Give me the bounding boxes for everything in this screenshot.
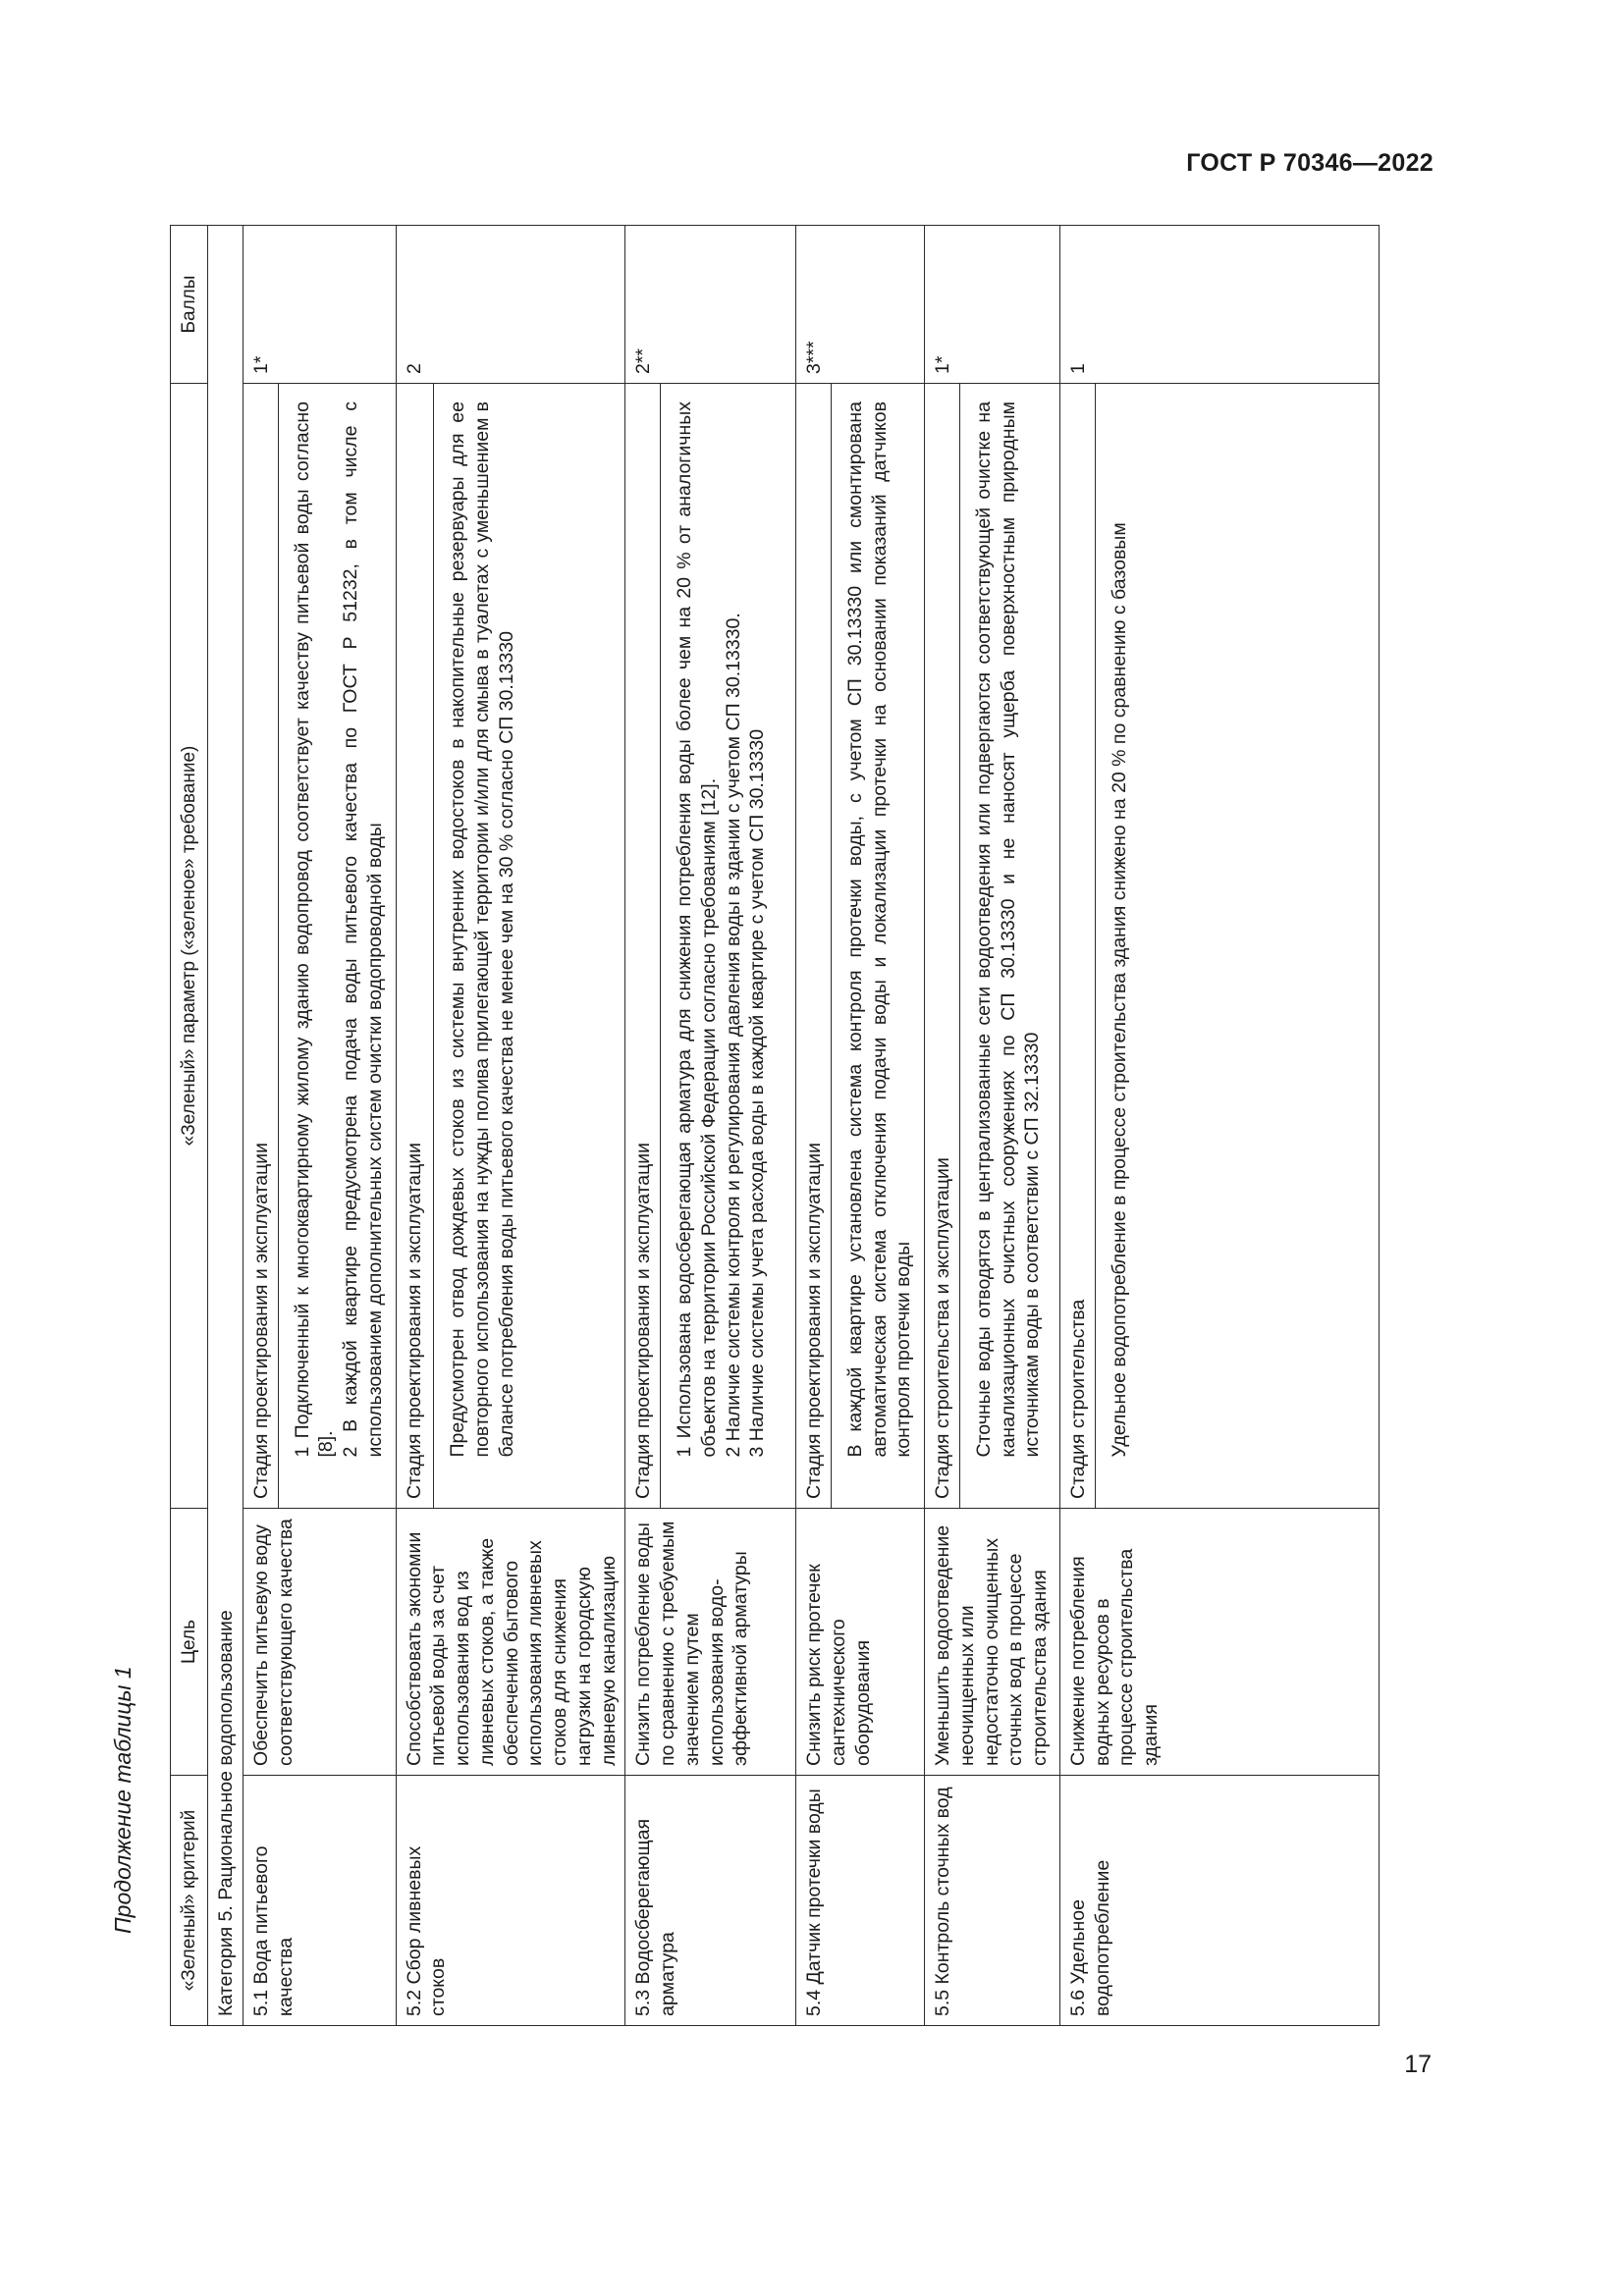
goal-cell: Уменьшить водоотведение неочищенных или недостаточно очищенных сточных вод в процессе строительства здания bbox=[925, 1509, 1060, 1776]
requirement-text: 1 Использована водосберегающая арматура для снижения потребления воды более чем на 20 % от аналогичных объектов на территории Российской Федерации согласно требованиям [12]. 2 Наличие системы контроля и регулирования давления воды в здании с учетом СП 30.13330. 3 Наличие системы учета расхода воды в каждой квартире с учетом СП 30.13330 bbox=[674, 401, 769, 1458]
table-row bbox=[925, 226, 960, 2026]
table-row bbox=[796, 226, 832, 2026]
indent-gap bbox=[1095, 1475, 1380, 1509]
points-cell: 1* bbox=[243, 226, 396, 384]
table-row bbox=[243, 226, 278, 2026]
table-row bbox=[1059, 226, 1095, 2026]
indent-gap bbox=[831, 1475, 924, 1509]
points-cell: 1* bbox=[925, 226, 1060, 384]
stage-cell: Стадия строительства bbox=[1059, 384, 1095, 1509]
points-cell: 3*** bbox=[796, 226, 925, 384]
stage-cell: Стадия проектирования и эксплуатации bbox=[796, 384, 832, 1509]
criterion-cell: 5.2 Сбор ливневых стоков bbox=[396, 1776, 625, 2026]
criterion-cell: 5.3 Водосберегающая арматура bbox=[625, 1776, 796, 2026]
criterion-cell: 5.5 Контроль сточных вод bbox=[925, 1776, 1060, 2026]
requirement-text: Сточные воды отводятся в централизованные сети водоотведения или подвергаются соответствующей очистке на канализационных очистных сооружениях по СП 30.13330 и не наносят ущерба поверхностным природным источникам воды в соответствии с СП 32.13330 bbox=[972, 401, 1044, 1458]
header-goal: Цель bbox=[171, 1509, 208, 1776]
indent-gap bbox=[661, 1475, 796, 1509]
requirements-table bbox=[170, 225, 1380, 2026]
requirement-cell bbox=[1095, 384, 1380, 1475]
stage-cell: Стадия строительства и эксплуатации bbox=[925, 384, 960, 1509]
points-cell: 2** bbox=[625, 226, 796, 384]
goal-cell: Снизить потребление воды по сравнению с требуемым значением путем использования водоэффективной арматуры bbox=[625, 1509, 796, 1776]
table-header-row bbox=[171, 226, 208, 2026]
page-number: 17 bbox=[1404, 2051, 1432, 2078]
category-title: Категория 5. Рациональное водопользование bbox=[208, 226, 244, 2026]
category-row bbox=[208, 226, 244, 2026]
requirement-text: 1 Подключенный к многоквартирному жилому зданию водопровод соответствует качеству питьевой воды согласно [8]. 2 В каждой квартире предусмотрена подача воды питьевого качества по ГОСТ Р 51232, в том числе с использованием дополнительных систем очистки водопроводной воды bbox=[291, 401, 386, 1458]
goal-cell: Способствовать экономии питьевой воды за счет использования вод из ливневых стоков, а также обеспечению бытового использования ливневых стоков для снижения нагрузки на городскую ливневую канализацию bbox=[396, 1509, 625, 1776]
stage-cell: Стадия проектирования и эксплуатации bbox=[396, 384, 434, 1509]
goal-cell: Снизить риск протечек сантехнического оборудования bbox=[796, 1509, 925, 1776]
header-parameter: «Зеленый» параметр («зеленое» требование) bbox=[171, 384, 208, 1509]
indent-gap bbox=[278, 1475, 396, 1509]
requirement-text: В каждой квартире установлена система контроля протечки воды, с учетом СП 30.13330 или смонтирована автоматическая система отключения подачи воды и локализации протечки на основании показаний датчиков контроля протечки воды bbox=[843, 401, 915, 1458]
stage-cell: Стадия проектирования и эксплуатации bbox=[625, 384, 661, 1509]
requirement-cell bbox=[434, 384, 625, 1475]
requirement-cell bbox=[831, 384, 924, 1475]
stage-cell: Стадия проектирования и эксплуатации bbox=[243, 384, 278, 1509]
table-caption: Продолжение таблицы 1 bbox=[110, 1666, 135, 1934]
indent-gap bbox=[959, 1475, 1059, 1509]
table-row bbox=[625, 226, 661, 2026]
header-points: Баллы bbox=[171, 226, 208, 384]
indent-gap bbox=[434, 1475, 625, 1509]
header-criterion: «Зеленый» критерий bbox=[171, 1776, 208, 2026]
goal-cell: Обеспечить питьевую воду соответствующего качества bbox=[243, 1509, 396, 1776]
criterion-cell: 5.4 Датчик протечки воды bbox=[796, 1776, 925, 2026]
requirement-cell bbox=[959, 384, 1059, 1475]
goal-cell: Снижение потребления водных ресурсов в процессе строительства здания bbox=[1059, 1509, 1379, 1776]
points-cell: 2 bbox=[396, 226, 625, 384]
points-cell: 1 bbox=[1059, 226, 1379, 384]
standard-code: ГОСТ Р 70346—2022 bbox=[1186, 149, 1434, 177]
table-row bbox=[396, 226, 434, 2026]
requirement-cell bbox=[661, 384, 796, 1475]
requirement-text: Удельное водопотребление в процессе строительства здания снижено на 20 % по сравнению с базовым bbox=[1108, 522, 1130, 1458]
rotated-table-container bbox=[170, 226, 1380, 2026]
criterion-cell: 5.6 Удельное водопотребление bbox=[1059, 1776, 1379, 2026]
requirement-text: Предусмотрен отвод дождевых стоков из системы внутренних водостоков в накопительные резервуары для ее повторного использования на нужды полива прилегающей территории и/или для смыва в туалетах с уменьшением в балансе потребления воды питьевого качества не менее чем на 30 % согласно СП 30.13330 bbox=[447, 401, 517, 1458]
criterion-cell: 5.1 Вода питьевого качества bbox=[243, 1776, 396, 2026]
requirement-cell bbox=[278, 384, 396, 1475]
